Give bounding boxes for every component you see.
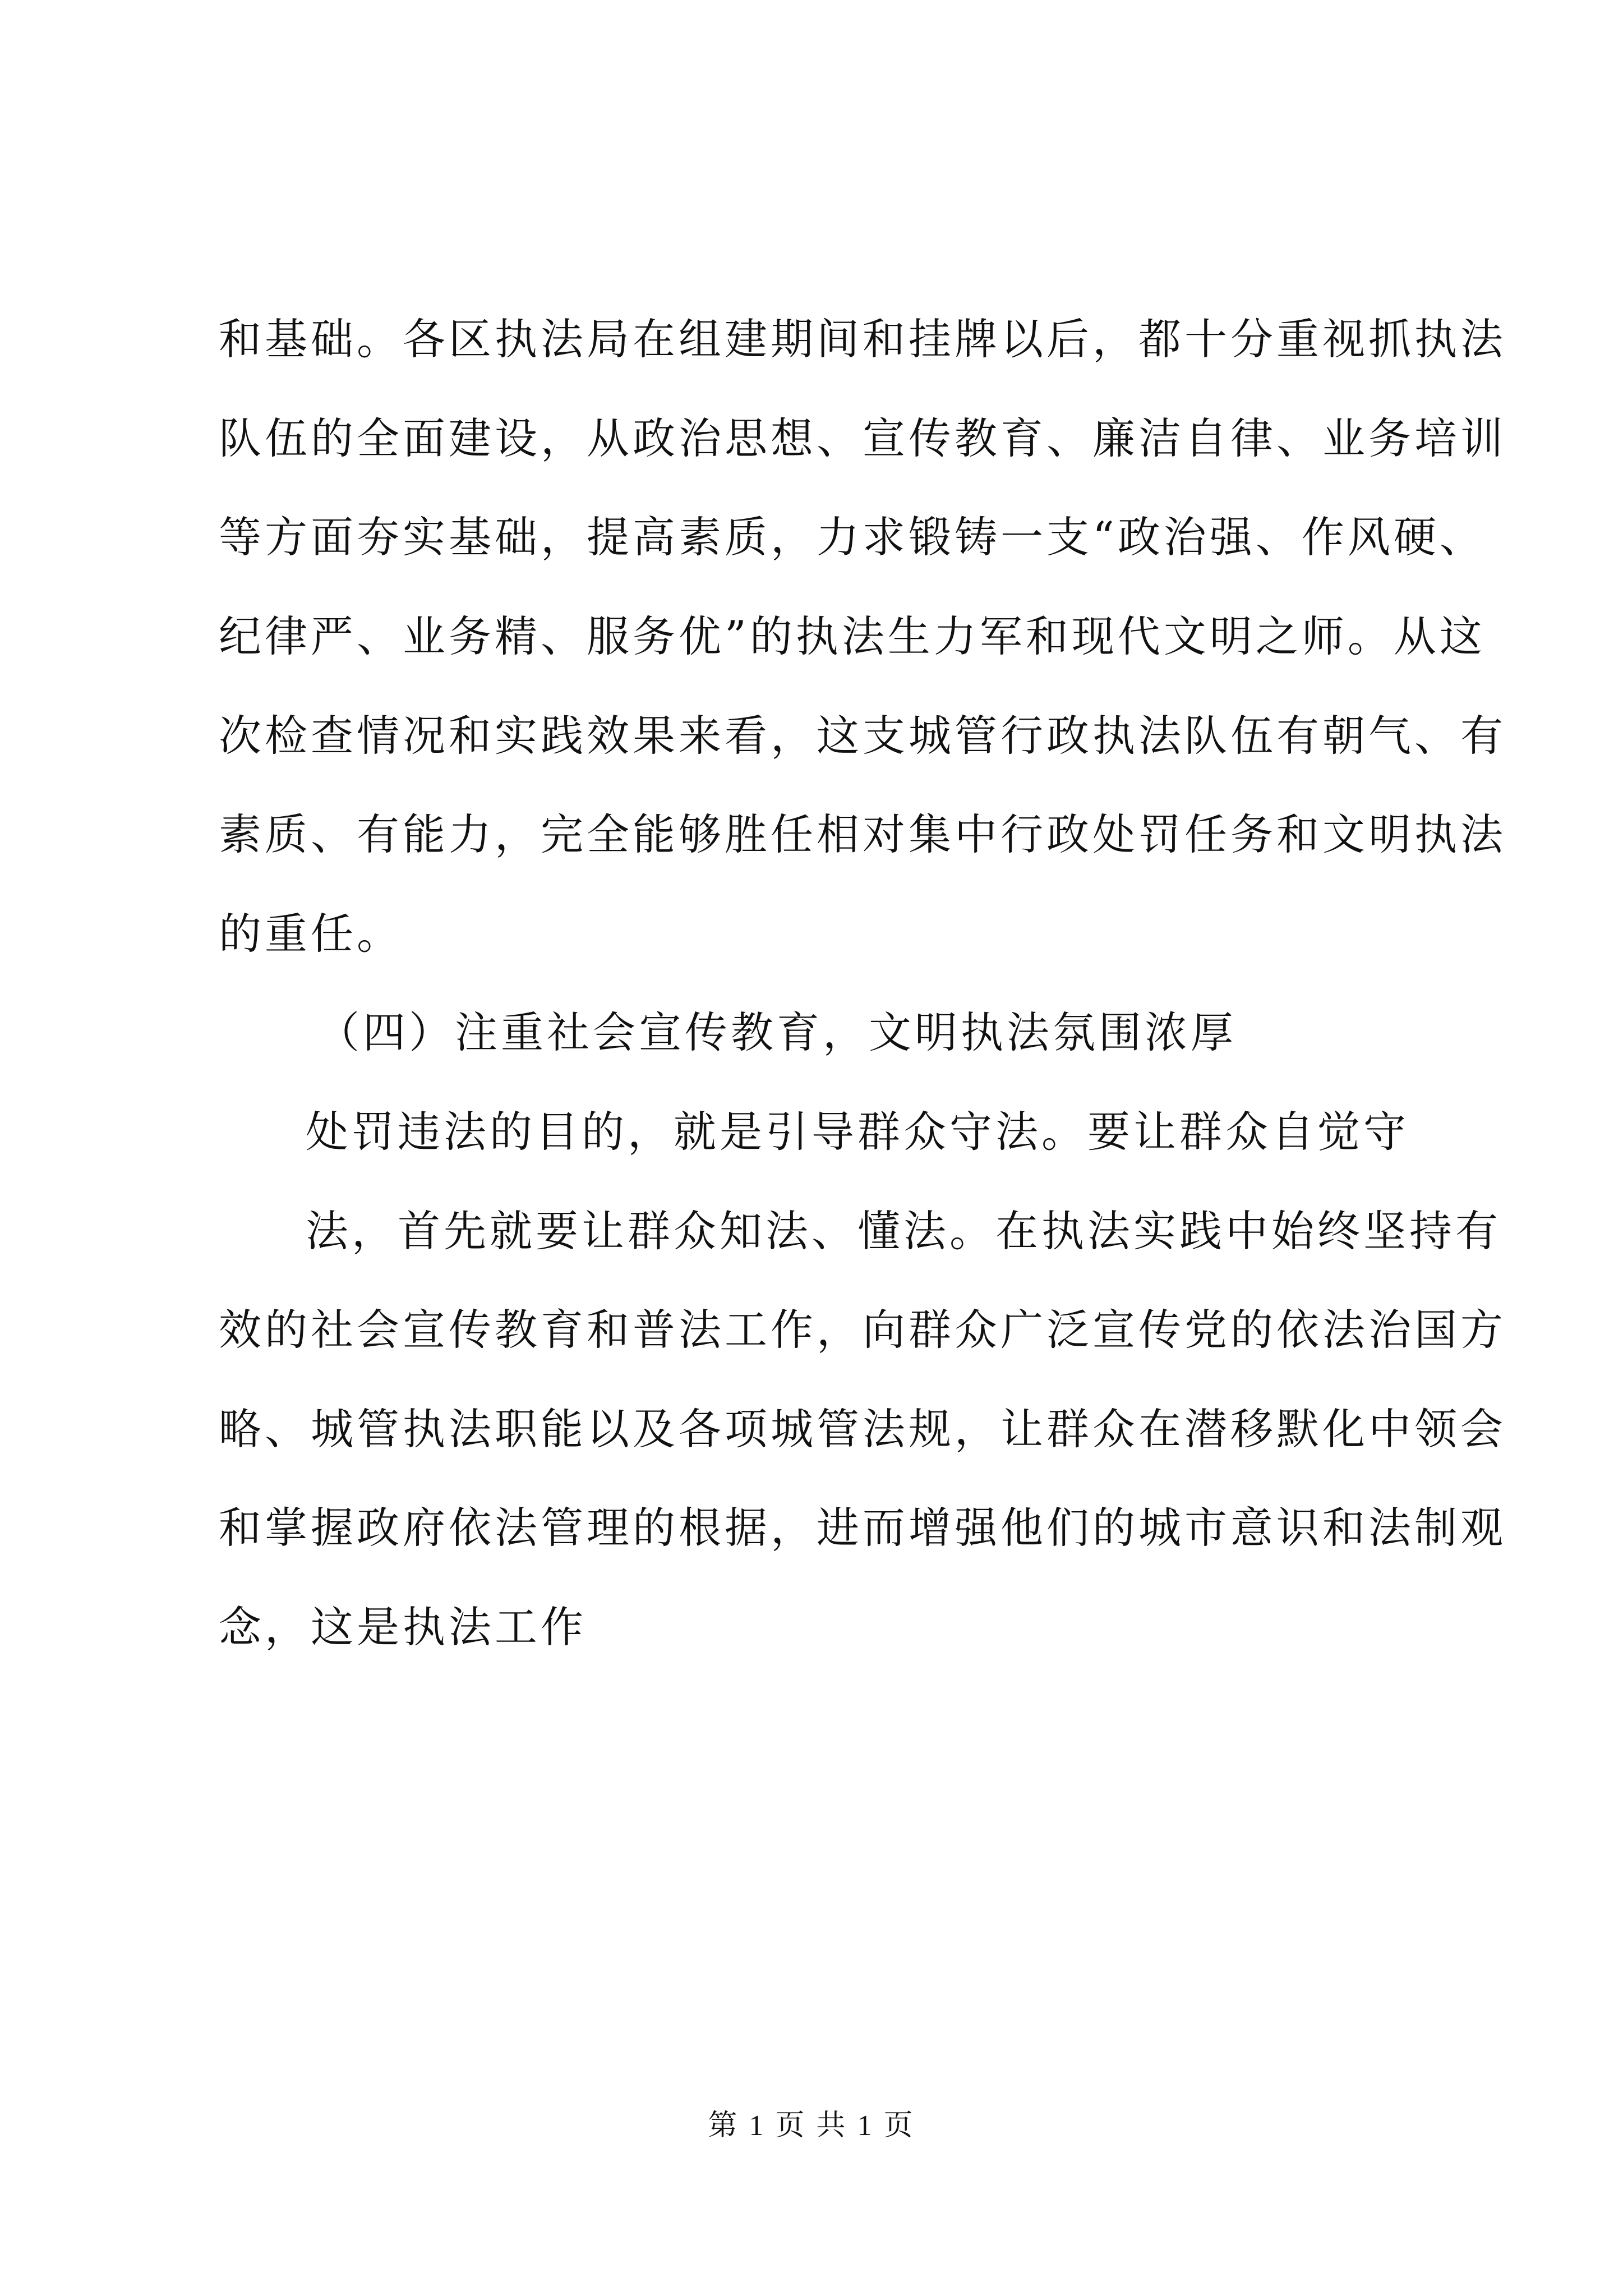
- page-number-footer: 第 1 页 共 1 页: [708, 2110, 915, 2142]
- paragraph-line-10: 效的社会宣传教育和普法工作，向群众广泛宣传党的依法治国方: [219, 1305, 1506, 1355]
- paragraph-line-12: 和掌握政府依法管理的根据，进而增强他们的城市意识和法制观: [219, 1503, 1506, 1553]
- paragraph-line-5: 次检查情况和实践效果来看，这支城管行政执法队伍有朝气、有: [219, 711, 1506, 761]
- paragraph-line-3: 等方面夯实基础，提高素质，力求锻铸一支“政治强、作风硬、: [219, 512, 1486, 562]
- paragraph-line-11: 略、城管执法职能以及各项城管法规，让群众在潜移默化中领会: [219, 1404, 1506, 1454]
- paragraph-line-8: 处罚违法的目的，就是引导群众守法。要让群众自觉守: [306, 1107, 1409, 1157]
- paragraph-line-2: 队伍的全面建设，从政治思想、宣传教育、廉洁自律、业务培训: [219, 413, 1506, 463]
- paragraph-line-1: 和基础。各区执法局在组建期间和挂牌以后，都十分重视抓执法: [219, 314, 1506, 364]
- section-heading: （四）注重社会宣传教育，文明执法氛围浓厚: [317, 1007, 1237, 1057]
- paragraph-line-4: 纪律严、业务精、服务优”的执法生力军和现代文明之师。从这: [219, 611, 1486, 661]
- paragraph-line-13: 念，这是执法工作: [219, 1602, 587, 1652]
- paragraph-line-7: 的重任。: [219, 909, 403, 959]
- paragraph-line-9: 法，首先就要让群众知法、懂法。在执法实践中始终坚持有: [306, 1206, 1501, 1256]
- paragraph-line-6: 素质、有能力，完全能够胜任相对集中行政处罚任务和文明执法: [219, 809, 1506, 859]
